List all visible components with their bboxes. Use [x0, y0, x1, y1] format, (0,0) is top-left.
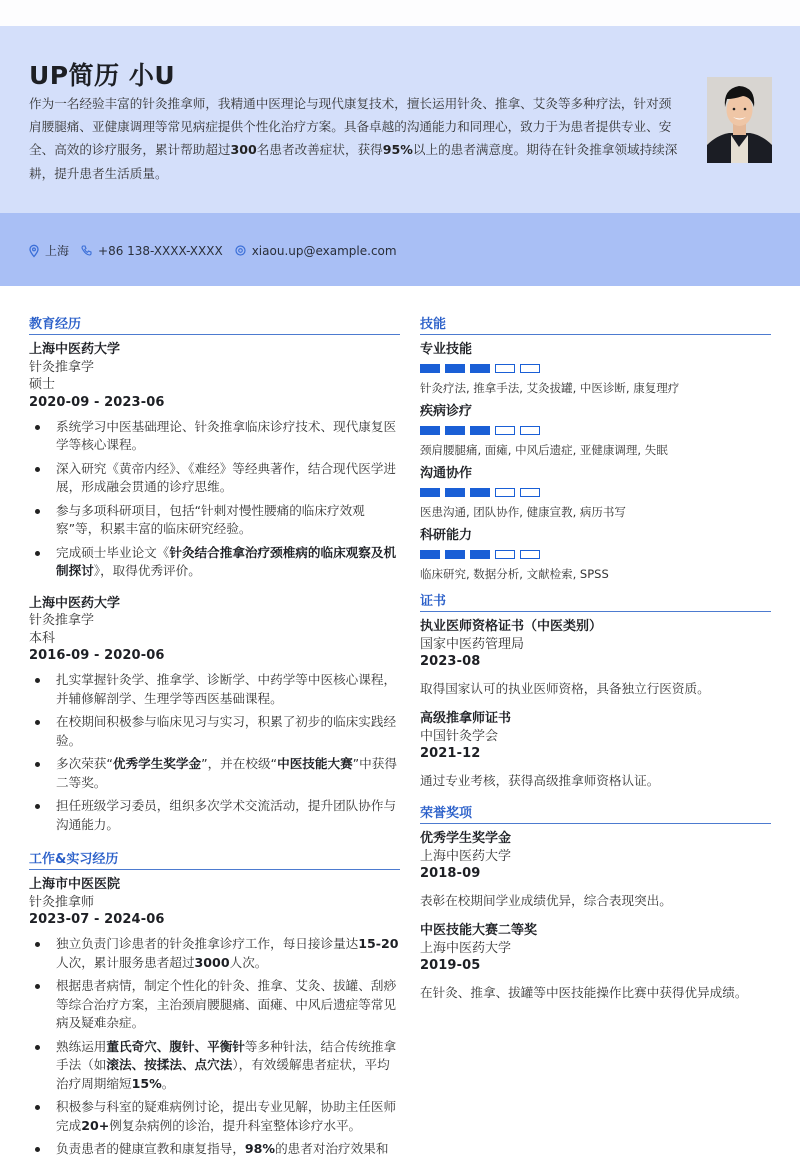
bullet-item: [29, 1038, 400, 1094]
level-empty: [520, 364, 540, 373]
summary-run: 名患者改善症状，获得: [256, 142, 383, 158]
bullet-text: 参与多项科研项目，包括“针刺对慢性腰痛的临床疗效观察”等，积累丰富的临床研究经验。: [56, 502, 365, 536]
award-date: 2018-09: [420, 866, 481, 881]
award-entry: [420, 830, 771, 909]
level-empty: [495, 364, 515, 373]
skill-level-bar: [420, 550, 771, 559]
award-date: 2019-05: [420, 958, 481, 973]
level-filled: [445, 426, 465, 435]
location-text: 上海: [45, 244, 70, 258]
level-empty: [520, 488, 540, 497]
avatar-photo-icon: [707, 77, 772, 163]
level-filled: [420, 364, 440, 373]
date-range: 2023-07 - 2024-06: [29, 912, 165, 927]
skill-item: [420, 403, 771, 458]
bullet-text: 扎实掌握针灸学、推拿学、诊断学、中药学等中医核心课程，并辅修解剖学、生理学等西医基础课程。: [56, 672, 397, 706]
awards-section: [420, 802, 771, 1001]
skill-tags: 针灸疗法, 推拿手法, 艾灸拔罐, 中医诊断, 康复理疗: [420, 381, 680, 395]
bullet-list: [29, 671, 400, 834]
bullet-text: 多次荣获“: [56, 756, 113, 771]
level-filled: [420, 550, 440, 559]
bullet-item: [29, 935, 400, 972]
work-section: [29, 848, 400, 1159]
top-margin: [0, 0, 800, 26]
certificates-list: [420, 618, 771, 789]
award-name: 优秀学生奖学金: [420, 831, 512, 846]
skills-list: [420, 341, 771, 582]
level-filled: [445, 488, 465, 497]
school-name: 上海中医药大学: [29, 342, 121, 357]
award-entry: [420, 922, 771, 1001]
certificate-entry: [420, 618, 771, 697]
bullet-text: 20+: [81, 1117, 110, 1133]
skill-item: [420, 527, 771, 582]
certificates-section: [420, 590, 771, 789]
level-empty: [520, 426, 540, 435]
skill-name: 科研能力: [420, 528, 473, 543]
right-column: [420, 313, 771, 1014]
bullet-item: [29, 671, 400, 708]
award-issuer: 上海中医药大学: [420, 848, 512, 864]
degree: 硕士: [29, 377, 56, 392]
section-title-awards: 荣誉奖项: [420, 802, 771, 824]
certificate-name: 高级推拿师证书: [420, 711, 512, 726]
level-filled: [470, 364, 490, 373]
skill-tags: 医患沟通, 团队协作, 健康宣教, 病历书写: [420, 505, 626, 519]
education-entry: [29, 595, 400, 835]
bullet-text: 熟练运用: [56, 1038, 107, 1054]
location-pin-icon: [29, 245, 39, 257]
level-empty: [495, 488, 515, 497]
date-range: 2016-09 - 2020-06: [29, 648, 165, 663]
bullet-text: 完成硕士毕业论文《: [56, 544, 170, 560]
candidate-name: UP简历 小U: [29, 61, 176, 90]
bullet-item: [29, 544, 400, 581]
bullet-text: 15-20: [358, 936, 399, 951]
section-title-skills: 技能: [420, 313, 771, 335]
certificate-entry: [420, 710, 771, 789]
bullet-item: [29, 418, 400, 455]
education-entry: [29, 341, 400, 581]
skill-level-bar: [420, 488, 771, 497]
level-filled: [470, 426, 490, 435]
bullet-text: 董氏奇穴、腹针、平衡针: [106, 1038, 245, 1054]
bullet-text: 深入研究《黄帝内经》、《难经》等经典著作，结合现代医学进展，形成融会贯通的诊疗思维。: [56, 460, 397, 494]
bullet-text: 的患者对治疗效果和: [275, 1141, 389, 1156]
bullet-text: 人次，累计服务患者超过: [56, 954, 195, 970]
bullet-text: 根据患者病情，制定个性化的针灸、推拿、艾灸、拔罐、刮痧等综合治疗方案，主治颈肩腰腿痛、面瘫、中风后遗症等常见病及疑难杂症。: [56, 978, 397, 1030]
level-filled: [445, 364, 465, 373]
education-list: [29, 341, 400, 834]
certificate-description: 通过专业考核，获得高级推拿师资格认证。: [420, 773, 660, 788]
bullet-item: [29, 1098, 400, 1135]
level-filled: [470, 550, 490, 559]
bullet-item: [29, 797, 400, 834]
certificate-date: 2021-12: [420, 746, 481, 761]
resume-header: [0, 26, 800, 213]
award-name: 中医技能大赛二等奖: [420, 923, 538, 938]
bullet-text: 在校期间积极参与临床见习与实习，积累了初步的临床实践经验。: [56, 714, 397, 748]
email-text: xiaou.up@example.com: [251, 243, 397, 258]
certificate-name: 执业医师资格证书（中医类别）: [420, 619, 603, 634]
bullet-text: 98%: [244, 1141, 276, 1156]
bullet-text: 滚法、按揉法、点穴法: [106, 1057, 233, 1072]
level-filled: [470, 488, 490, 497]
skill-level-bar: [420, 364, 771, 373]
bullet-item: [29, 502, 400, 539]
summary-run: 95%: [382, 142, 413, 158]
bullet-item: [29, 1140, 400, 1159]
job-role: 针灸推拿师: [29, 894, 95, 910]
bullet-list: [29, 935, 400, 1159]
level-empty: [495, 550, 515, 559]
level-filled: [420, 426, 440, 435]
level-filled: [445, 550, 465, 559]
section-title-certificates: 证书: [420, 590, 771, 612]
summary-run: 300: [230, 142, 257, 158]
certificate-issuer: 中国针灸学会: [420, 728, 499, 744]
avatar: [707, 77, 772, 163]
bullet-text: ”中获得二等奖。: [56, 756, 397, 790]
email-at-icon: [235, 245, 246, 256]
summary: [29, 92, 679, 185]
level-empty: [495, 426, 515, 435]
bullet-text: 担任班级学习委员，组织多次学术交流活动，提升团队协作与沟通能力。: [56, 798, 397, 832]
skill-item: [420, 465, 771, 520]
degree: 本科: [29, 630, 56, 646]
date-range: 2020-09 - 2023-06: [29, 394, 165, 410]
bullet-item: [29, 977, 400, 1033]
company-name: 上海市中医医院: [29, 877, 121, 892]
work-list: [29, 876, 400, 1159]
award-description: 表彰在校期间学业成绩优异，综合表现突出。: [420, 893, 672, 908]
bullet-text: 》，取得优秀评价。: [93, 563, 201, 578]
bullet-item: [29, 713, 400, 750]
bullet-text: 例复杂病例的诊治，提升科室整体诊疗水平。: [109, 1117, 362, 1133]
summary-run: 作为一名经验丰富的针灸推拿师，我精通中医理论与现代康复技术，擅长运用针灸、推拿、艾灸等多种疗法，针对颈肩腰腿痛、亚健康调理等常见病症提供个性化治疗方案。具备卓越的沟通能力和同理心，致力于为患者提供专业、安全、高效的诊疗服务，累计帮助超过: [29, 96, 672, 158]
work-entry: [29, 876, 400, 1159]
bullet-text: 人次。: [229, 954, 268, 970]
bullet-text: 。: [161, 1075, 175, 1091]
skill-name: 疾病诊疗: [420, 404, 473, 419]
bullet-text: 针灸结合推拿治疗颈椎病的临床观察及机制探讨: [56, 544, 397, 578]
bullet-text: 负责患者的健康宣教和康复指导，: [56, 1141, 245, 1156]
certificate-issuer: 国家中医药管理局: [420, 636, 525, 652]
major: 针灸推拿学: [29, 359, 95, 375]
skill-name: 专业技能: [420, 342, 473, 357]
skill-tags: 临床研究, 数据分析, 文献检索, SPSS: [420, 567, 609, 581]
major: 针灸推拿学: [29, 613, 95, 628]
contact-email[interactable]: [235, 244, 397, 258]
bullet-text: 优秀学生奖学金: [112, 756, 202, 771]
phone-icon: [81, 245, 92, 256]
bullet-text: 系统学习中医基础理论、针灸推拿临床诊疗技术、现代康复医学等核心课程。: [56, 418, 397, 452]
contact-location: [29, 242, 69, 259]
contact-row: [29, 242, 409, 259]
award-issuer: 上海中医药大学: [420, 940, 512, 956]
contact-bar: [0, 213, 800, 286]
awards-list: [420, 830, 771, 1001]
bullet-item: [29, 460, 400, 497]
skill-tags: 颈肩腰腿痛, 面瘫, 中风后遗症, 亚健康调理, 失眠: [420, 443, 668, 457]
bullet-text: 中医技能大赛: [277, 756, 353, 771]
phone-text: +86 138-XXXX-XXXX: [98, 243, 223, 258]
bullet-list: [29, 418, 400, 581]
school-name: 上海中医药大学: [29, 595, 121, 611]
certificate-description: 取得国家认可的执业医师资格，具备独立行医资质。: [420, 681, 710, 696]
bullet-text: 等多种针法，结合传统推拿手法（如: [56, 1038, 397, 1072]
bullet-item: [29, 755, 400, 792]
education-section: [29, 313, 400, 834]
skill-name: 沟通协作: [420, 466, 473, 481]
section-title-work: 工作&实习经历: [29, 848, 400, 870]
left-column: [29, 313, 400, 1173]
level-filled: [420, 488, 440, 497]
bullet-text: 独立负责门诊患者的针灸推拿诊疗工作，每日接诊量达: [56, 936, 359, 951]
bullet-text: 积极参与科室的疑难病例讨论，提出专业见解，协助主任医师完成: [56, 1099, 397, 1133]
bullet-text: ”，并在校级“: [201, 756, 278, 771]
contact-phone[interactable]: [81, 244, 223, 258]
certificate-date: 2023-08: [420, 654, 481, 669]
level-empty: [520, 550, 540, 559]
section-title-education: 教育经历: [29, 313, 400, 335]
skill-item: [420, 341, 771, 396]
skills-section: [420, 313, 771, 582]
bullet-text: 15%: [131, 1075, 162, 1091]
summary-run: 以上的患者满意度。期待在针灸推拿领域持续深耕，提升患者生活质量。: [29, 142, 678, 181]
skill-level-bar: [420, 426, 771, 435]
bullet-text: ），有效缓解患者症状，平均治疗周期缩短: [56, 1057, 390, 1091]
award-description: 在针灸、推拿、拔罐等中医技能操作比赛中获得优异成绩。: [420, 985, 748, 1000]
bullet-text: 3000: [194, 954, 230, 970]
